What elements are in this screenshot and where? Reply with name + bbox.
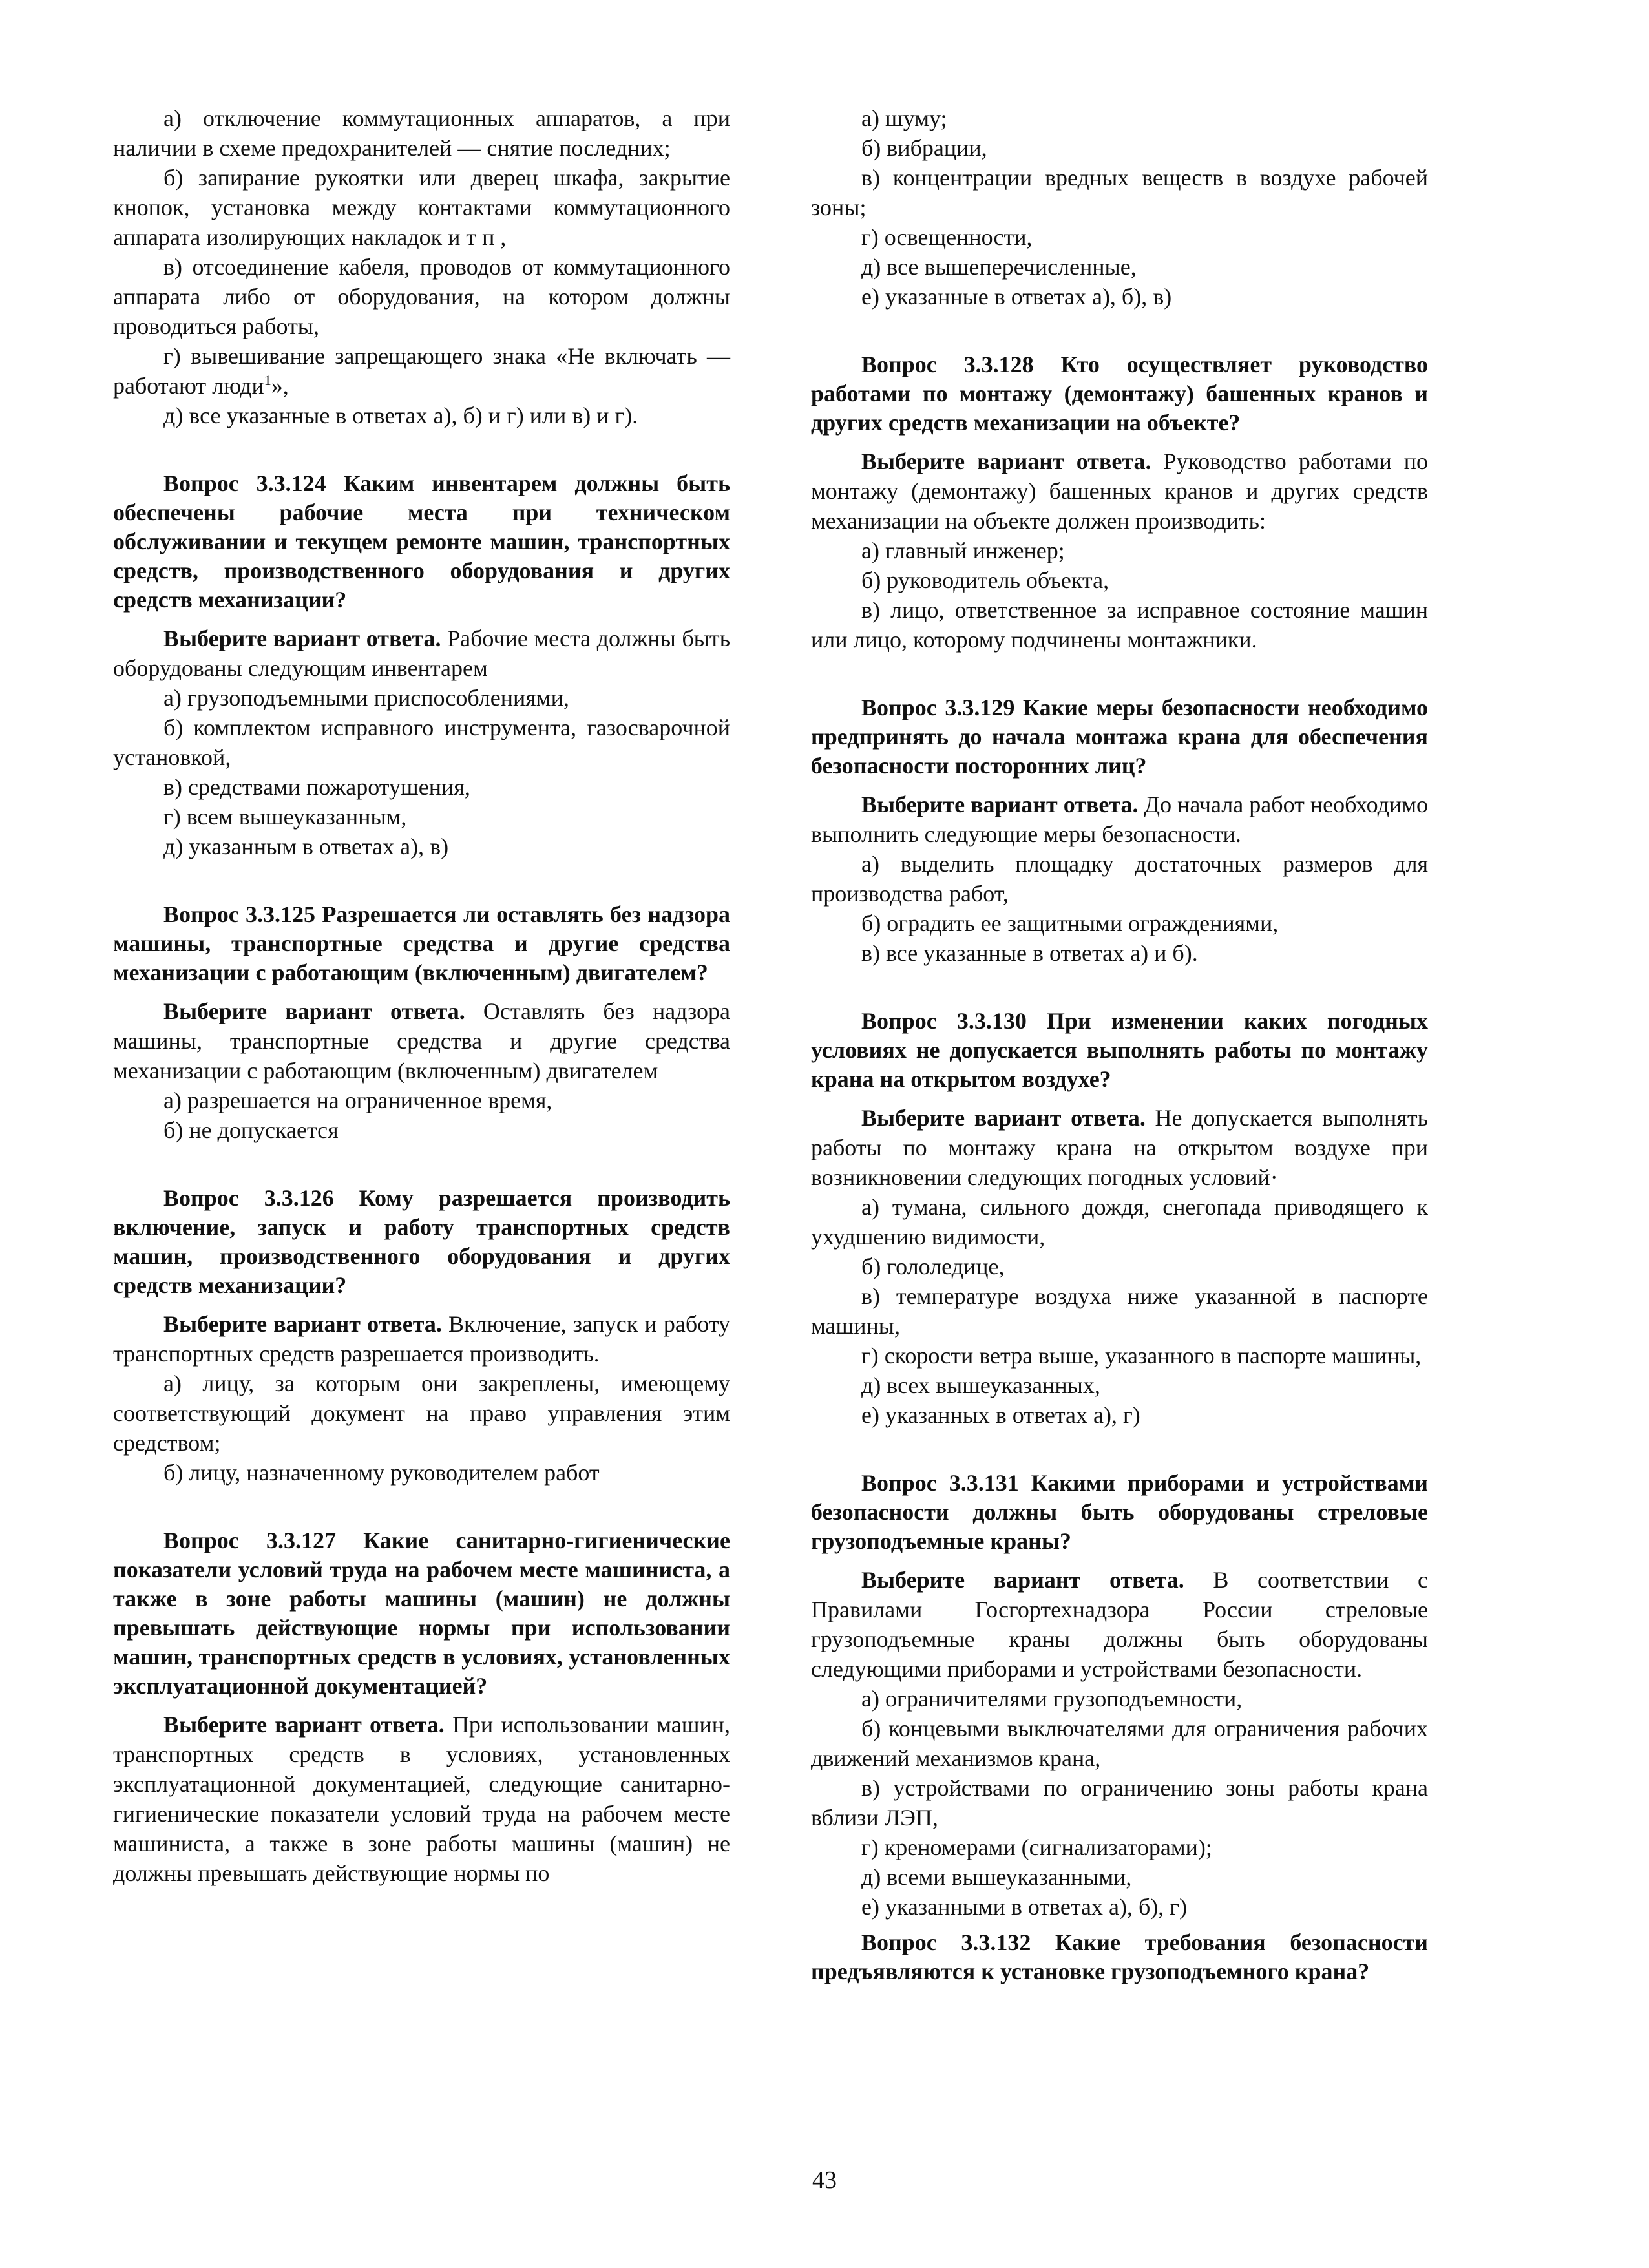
question-heading: Вопрос 3.3.131 Какими приборами и устройствами безопасности должны быть оборудованы стреловые грузоподъемные краны? [811, 1470, 1428, 1554]
answer-intro [811, 446, 1428, 536]
answer-lead: Выберите вариант ответа. [861, 792, 1139, 817]
answer-option: а) лицу, за которым они закреплены, имеющему соответствующий документ на право управления этим средством; [113, 1370, 730, 1456]
question-heading: Вопрос 3.3.129 Какие меры безопасности необходимо предпринять до начала монтажа крана для обеспечения безопасности посторонних лиц? [811, 695, 1428, 779]
answer-option: б) лицу, назначенному руководителем работ [163, 1460, 600, 1486]
list-item: б) вибрации, [861, 135, 987, 161]
answer-option: б) оградить ее защитными ограждениями, [861, 910, 1279, 936]
answer-option: а) тумана, сильного дождя, снегопада приводящего к ухудшению видимости, [811, 1194, 1428, 1250]
question-126 [113, 1184, 730, 1487]
answer-text: Руководство работами по монтажу (демонтажу) башенных кранов и других средств механизации на объекте должен производить: [811, 448, 1429, 534]
answer-option: в) средствами пожаротушения, [163, 774, 470, 800]
question-132 [811, 1928, 1428, 1986]
answer-option: а) разрешается на ограниченное время, [163, 1087, 552, 1113]
answer-option: а) грузоподъемными приспособлениями, [163, 685, 569, 711]
list-item: в) концентрации вредных веществ в воздухе рабочей зоны; [811, 165, 1428, 220]
answer-intro [811, 1565, 1428, 1684]
answer-option: г) всем вышеуказанным, [163, 804, 407, 830]
answer-option: б) руководитель объекта, [861, 567, 1109, 593]
answer-option: е) указанными в ответах а), б), г) [861, 1894, 1188, 1920]
answer-option: а) ограничителями грузоподъемности, [861, 1686, 1243, 1712]
question-127 [113, 1526, 730, 1888]
answer-intro [113, 624, 730, 683]
list-item: д) все указанные в ответах а), б) и г) или в) и г). [163, 403, 638, 428]
answer-option: б) комплектом исправного инструмента, газосварочной установкой, [113, 715, 730, 770]
answer-lead: Выберите вариант ответа. [163, 1311, 442, 1337]
answer-text: До начала работ необходимо выполнить следующие меры безопасности. [811, 792, 1428, 847]
answer-option: в) лицо, ответственное за исправное состояние машин или лицо, которому подчинены монтажники. [811, 597, 1428, 653]
question-heading: Вопрос 3.3.124 Каким инвентарем должны быть обеспечены рабочие места при техническом обслуживании и текущем ремонте машин, транспортных средств, производственного оборудования и других средств механизации? [113, 470, 730, 613]
answer-option: а) выделить площадку достаточных размеров для производства работ, [811, 851, 1428, 907]
answer-option: б) гололедице, [861, 1254, 1005, 1279]
answer-lead: Выберите вариант ответа. [163, 998, 465, 1024]
answer-text: Не допускается выполнять работы по монтажу крана на открытом воздухе при возникновении следующих погодных условий· [811, 1105, 1428, 1190]
question-131 [811, 1469, 1428, 1922]
answer-option: б) не допускается [163, 1117, 339, 1143]
page-number: 43 [812, 2167, 837, 2194]
list-item: б) запирание рукоятки или дверец шкафа, закрытие кнопок, установка между контактами коммутационного аппарата изолирующих накладок и т п , [113, 165, 730, 250]
question-heading: Вопрос 3.3.132 Какие требования безопасности предъявляются к установке грузоподъемного крана? [811, 1929, 1428, 1984]
list-item-sign [113, 341, 730, 401]
list-item: д) все вышеперечисленные, [861, 254, 1137, 280]
answer-intro [113, 1710, 730, 1888]
answer-intro [811, 790, 1428, 849]
answer-option: в) все указанные в ответах а) и б). [861, 940, 1198, 966]
answer-intro [113, 996, 730, 1086]
answer-option: д) указанным в ответах а), в) [163, 834, 449, 859]
answer-option: в) температуре воздуха ниже указанной в паспорте машины, [811, 1283, 1428, 1339]
question-heading: Вопрос 3.3.127 Какие санитарно-гигиенические показатели условий труда на рабочем месте машиниста, а также в зоне работы машины (машин) не должны превышать действующие нормы при использовании машин, транспортных средств в условиях, установленных эксплуатационной документацией? [113, 1528, 730, 1699]
left-column [113, 103, 730, 1927]
answer-option: г) скорости ветра выше, указанного в паспорте машины, [861, 1343, 1422, 1369]
list-item: а) шуму; [861, 105, 947, 131]
answer-option: г) креномерами (сигнализаторами); [861, 1834, 1212, 1860]
answer-text: При использовании машин, транспортных средств в условиях, установленных эксплуатационной документацией, следующие санитарно-гигиенические показатели условий труда на рабочем месте машиниста, а также в зоне работы машины (машин) не должны превышать действующие нормы по [113, 1712, 731, 1886]
footnote-mark: 1 [264, 372, 271, 388]
question-128 [811, 350, 1428, 655]
answer-text: В соответствии с Правилами Госгортехнадзора России стреловые грузоподъемные краны должны быть оборудованы следующими приборами и устройствами безопасности. [811, 1567, 1429, 1682]
answer-text: Включение, запуск и работу транспортных средств разрешается производить. [113, 1311, 731, 1367]
answer-text: Оставлять без надзора машины, транспортные средства и другие средства механизации с работающим (включенным) двигателем [113, 998, 731, 1084]
question-124 [113, 469, 730, 861]
list-item: а) отключение коммутационных аппаратов, а при наличии в схеме предохранителей — снятие последних; [113, 105, 730, 161]
list-item: в) отсоединение кабеля, проводов от коммутационного аппарата либо от оборудования, на котором должны проводиться работы, [113, 254, 730, 339]
answer-lead: Выберите вариант ответа. [861, 1567, 1184, 1593]
answer-text: Рабочие места должны быть оборудованы следующим инвентарем [113, 625, 730, 681]
answer-intro [811, 1103, 1428, 1192]
answer-option: д) всех вышеуказанных, [861, 1372, 1100, 1398]
question-125 [113, 900, 730, 1145]
continuation-list-left [113, 103, 730, 430]
right-column [811, 103, 1428, 2025]
answer-option: а) главный инженер; [861, 538, 1065, 563]
question-heading: Вопрос 3.3.126 Кому разрешается производить включение, запуск и работу транспортных средств машин, производственного оборудования и других средств механизации? [113, 1185, 730, 1298]
question-heading: Вопрос 3.3.125 Разрешается ли оставлять без надзора машины, транспортные средства и другие средства механизации с работающим (включенным) двигателем? [113, 901, 730, 985]
question-heading: Вопрос 3.3.128 Кто осуществляет руководство работами по монтажу (демонтажу) башенных кранов и других средств механизации на объекте? [811, 352, 1428, 436]
continuation-list-right [811, 103, 1428, 311]
answer-option: д) всеми вышеуказанными, [861, 1864, 1132, 1890]
answer-option: б) концевыми выключателями для ограничения рабочих движений механизмов крана, [811, 1716, 1428, 1771]
answer-option: е) указанных в ответах а), г) [861, 1402, 1140, 1428]
answer-option: в) устройствами по ограничению зоны работы крана вблизи ЛЭП, [811, 1775, 1428, 1831]
list-item: е) указанные в ответах а), б), в) [861, 284, 1172, 310]
sign-text: г) вывешивание запрещающего знака «Не включать — работают люди [113, 343, 730, 399]
answer-lead: Выберите вариант ответа. [861, 448, 1151, 474]
answer-intro [113, 1309, 730, 1369]
list-item: г) освещенности, [861, 224, 1033, 250]
answer-lead: Выберите вариант ответа. [861, 1105, 1146, 1131]
question-130 [811, 1007, 1428, 1430]
answer-lead: Выберите вариант ответа. [163, 625, 441, 651]
question-heading: Вопрос 3.3.130 При изменении каких погодных условиях не допускается выполнять работы по монтажу крана на открытом воздухе? [811, 1008, 1428, 1092]
sign-text-end: », [271, 373, 289, 399]
question-129 [811, 693, 1428, 968]
answer-lead: Выберите вариант ответа. [163, 1712, 445, 1738]
